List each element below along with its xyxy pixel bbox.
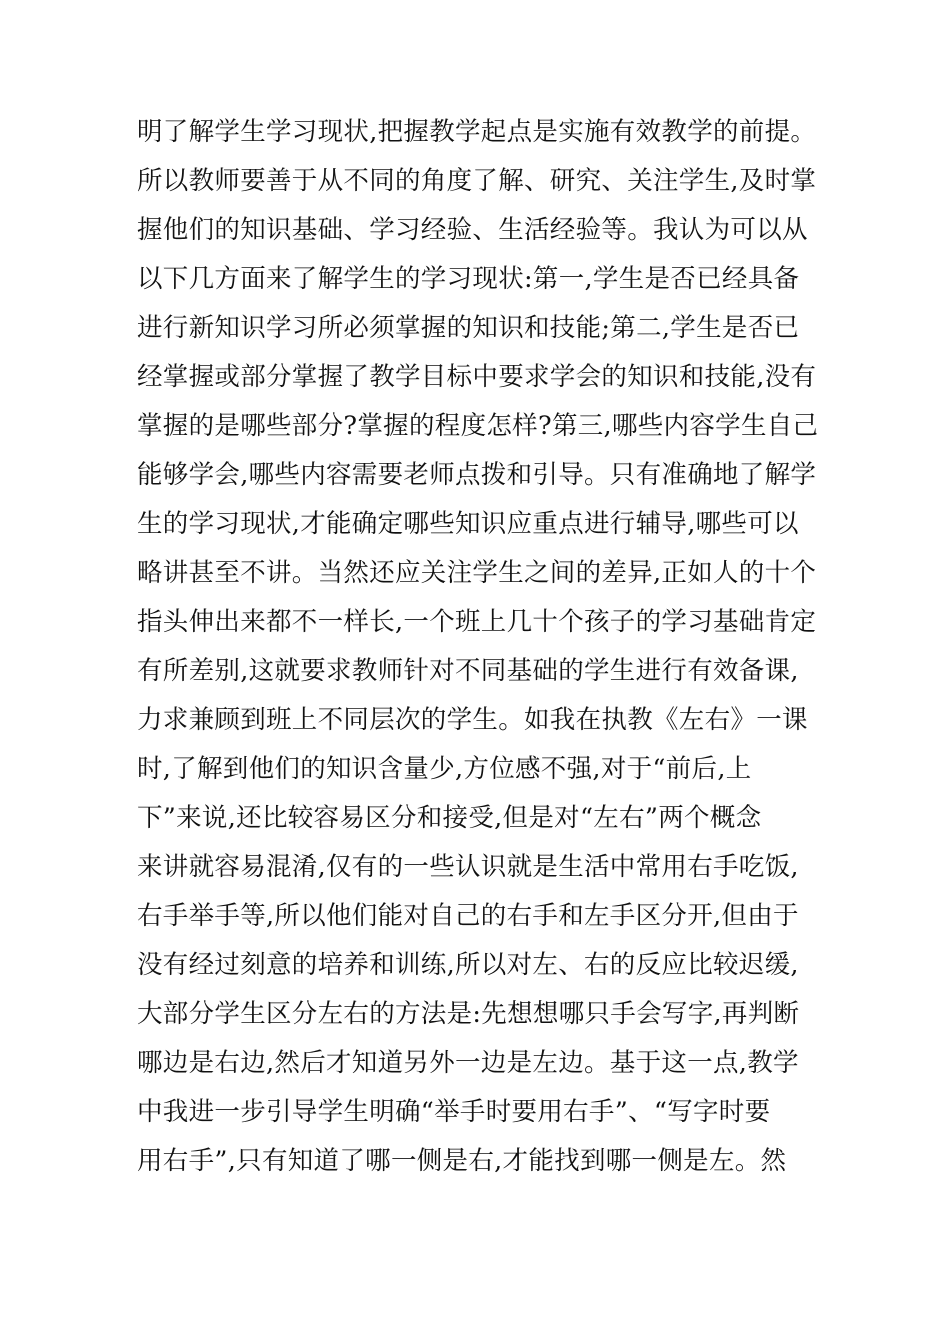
text-line-19: 大部分学生区分左右的方法是:先想想哪只手会写字,再判断	[137, 999, 800, 1029]
text-line-6: 经掌握或部分掌握了教学目标中要求学会的知识和技能,没有	[137, 362, 817, 392]
text-line-20: 哪边是右边,然后才知道另外一边是左边。基于这一点,教学	[137, 1048, 799, 1078]
text-line-11: 指头伸出来都不一样长,一个班上几十个孩子的学习基础肯定	[137, 607, 817, 637]
text-line-21: 中我进一步引导学生明确“举手时要用右手”、“写字时要	[137, 1097, 771, 1127]
text-line-5: 进行新知识学习所必须掌握的知识和技能;第二,学生是否已	[137, 313, 800, 343]
text-line-8: 能够学会,哪些内容需要老师点拨和引导。只有准确地了解学	[137, 460, 817, 490]
text-line-2: 所以教师要善于从不同的角度了解、研究、关注学生,及时掌	[137, 166, 817, 196]
text-line-7: 掌握的是哪些部分?掌握的程度怎样?第三,哪些内容学生自己	[137, 411, 819, 441]
text-line-10: 略讲甚至不讲。当然还应关注学生之间的差异,正如人的十个	[137, 558, 817, 588]
text-line-16: 来讲就容易混淆,仅有的一些认识就是生活中常用右手吃饭,	[137, 852, 799, 882]
text-line-9: 生的学习现状,才能确定哪些知识应重点进行辅导,哪些可以	[137, 509, 799, 539]
text-line-3: 握他们的知识基础、学习经验、生活经验等。我认为可以从	[137, 215, 808, 245]
text-line-14: 时,了解到他们的知识含量少,方位感不强,对于“前后,上	[137, 754, 752, 784]
text-line-18: 没有经过刻意的培养和训练,所以对左、右的反应比较迟缓,	[137, 950, 799, 980]
text-line-1: 明了解学生学习现状,把握教学起点是实施有效教学的前提。	[137, 117, 817, 147]
text-line-12: 有所差别,这就要求教师针对不同基础的学生进行有效备课,	[137, 656, 799, 686]
text-line-4: 以下几方面来了解学生的学习现状:第一,学生是否已经具备	[137, 264, 800, 294]
text-line-22: 用右手”,只有知道了哪一侧是右,才能找到哪一侧是左。然	[137, 1146, 787, 1176]
text-line-15: 下”来说,还比较容易区分和接受,但是对“左右”两个概念	[137, 803, 762, 833]
body-text	[137, 108, 827, 1186]
text-line-17: 右手举手等,所以他们能对自己的右手和左手区分开,但由于	[137, 901, 799, 931]
text-line-13: 力求兼顾到班上不同层次的学生。如我在执教《左右》一课	[137, 705, 808, 735]
